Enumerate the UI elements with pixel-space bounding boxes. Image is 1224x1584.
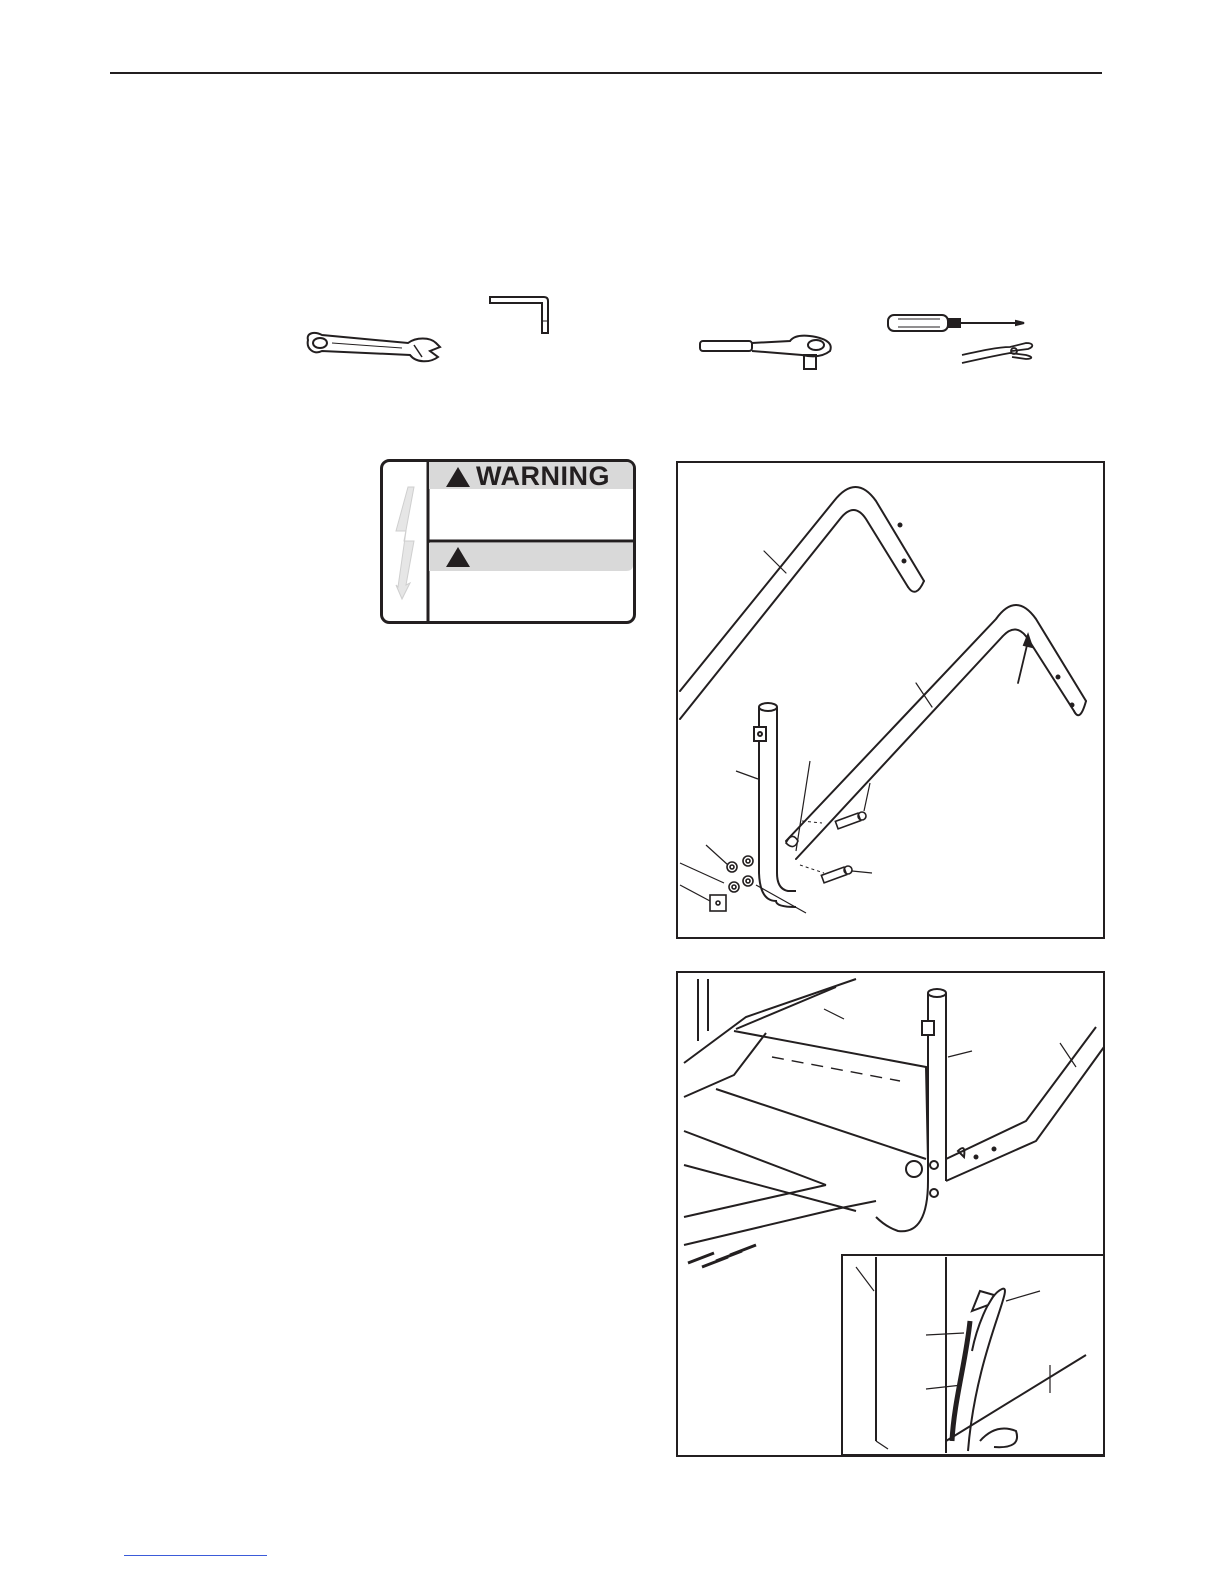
ratchet-icon <box>700 336 831 369</box>
screwdriver-icon <box>888 315 1024 331</box>
assembly-figure-2 <box>676 971 1105 1457</box>
warning-title: WARNING <box>476 461 610 491</box>
header-rule <box>110 72 1102 74</box>
tools-illustration <box>290 285 1050 385</box>
adjustable-wrench-icon <box>308 333 440 361</box>
assembly-figure-1 <box>676 461 1105 939</box>
hex-key-icon <box>490 297 548 333</box>
footer-link-underline[interactable] <box>124 1555 267 1556</box>
detail-inset <box>842 1255 1104 1455</box>
pliers-icon <box>962 343 1032 363</box>
